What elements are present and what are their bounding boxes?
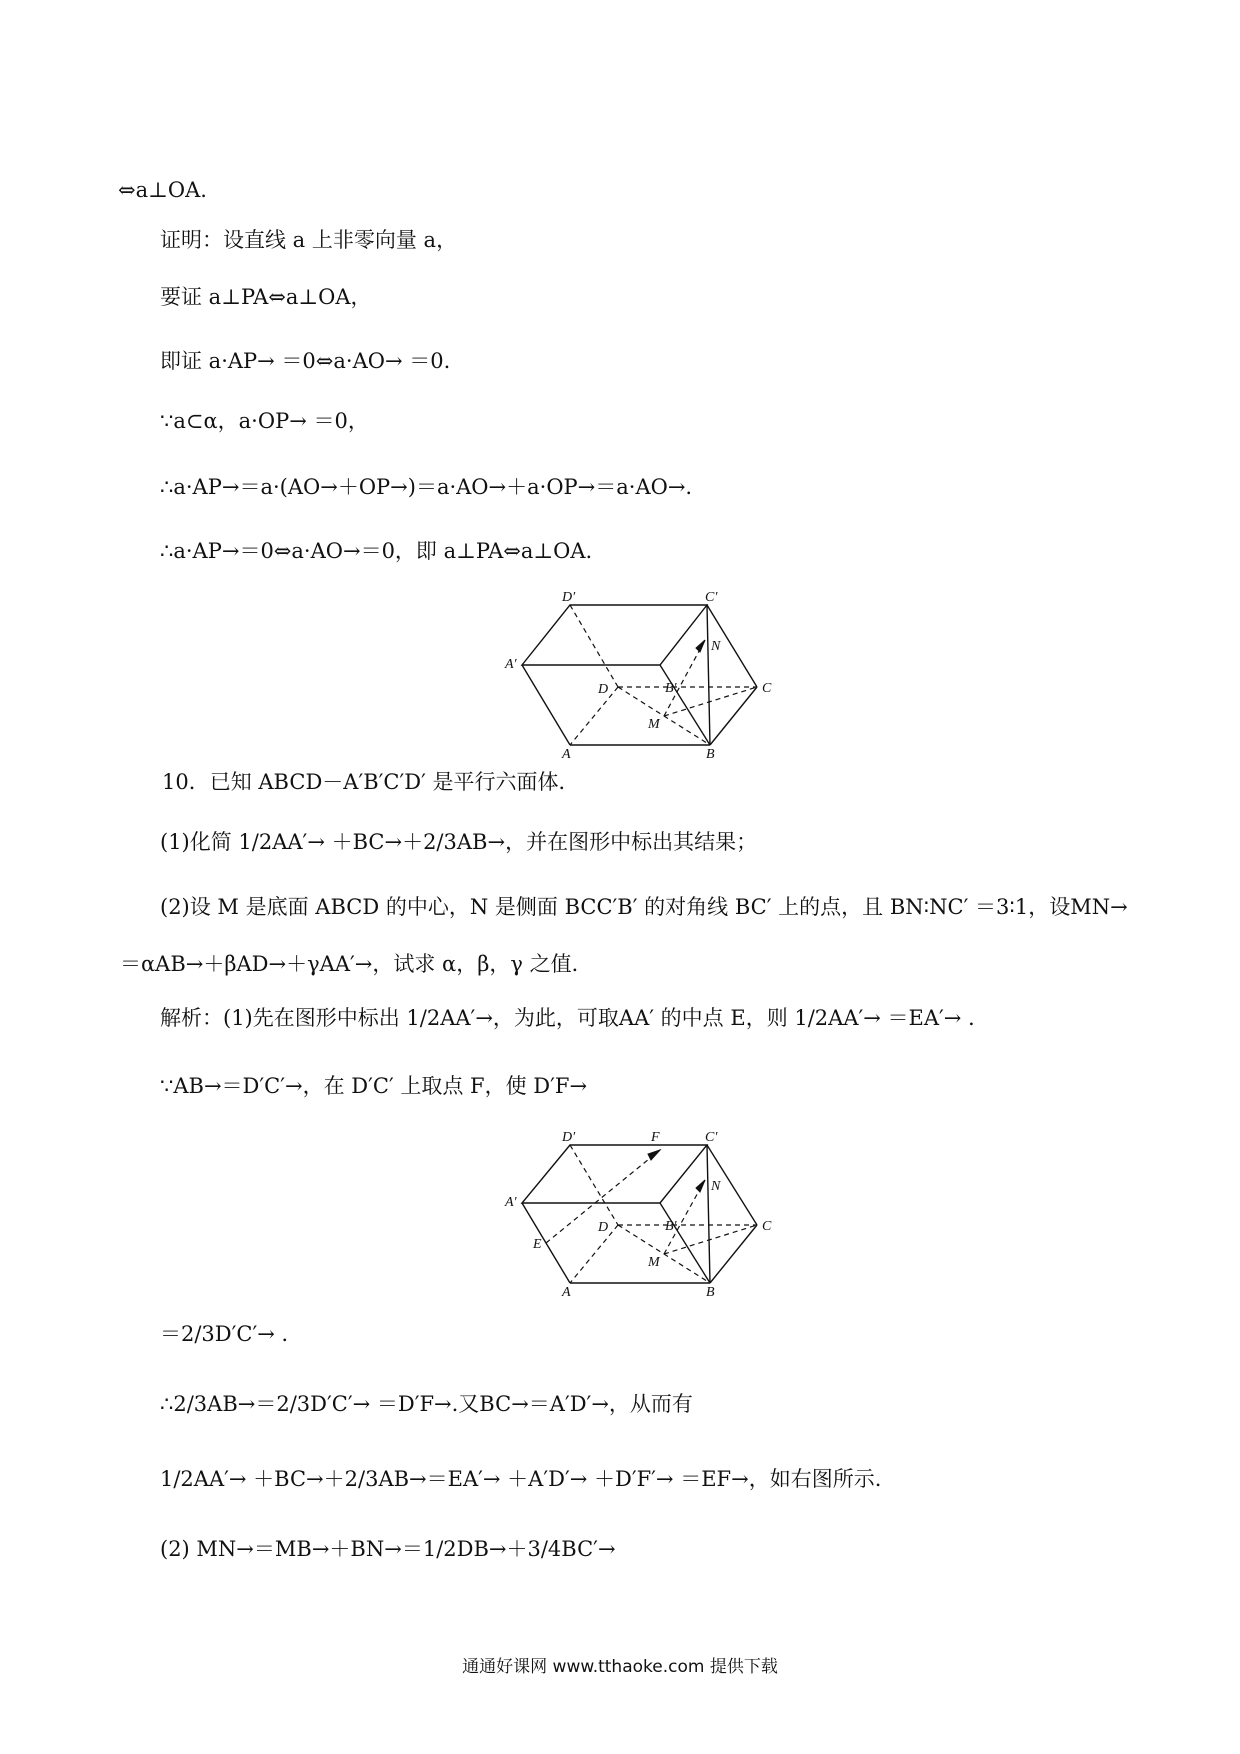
label-a-prime-2: A′	[505, 1195, 517, 1210]
label-b-prime-2: B′	[665, 1219, 677, 1234]
label-m: M	[648, 717, 660, 732]
label-d: D	[598, 682, 609, 697]
label-c: C	[762, 681, 772, 696]
text-line-1: ⇔a⊥OA.	[118, 178, 207, 202]
label-n: N	[711, 639, 721, 654]
label-a-2: A	[562, 1285, 571, 1300]
text-line-16: 1/2AA′→ ＋BC→＋2/3AB→＝EA′→ ＋A′D′→ ＋D′F′→ ＝EF→，如右图所示.	[160, 1467, 882, 1491]
parallelepiped-figure-1	[500, 585, 790, 760]
label-m-2: M	[648, 1255, 660, 1270]
text-line-9: (1)化简 1/2AA′→ ＋BC→＋2/3AB→，并在图形中标出其结果；	[160, 830, 758, 854]
label-d-2: D	[598, 1220, 609, 1235]
text-line-11: ＝αAB→＋βAD→＋γAA′→，试求 α，β，γ 之值．	[120, 952, 593, 976]
page-footer: 通通好课网 www.tthaoke.com 提供下载	[462, 1657, 778, 1677]
label-a-prime: A′	[505, 657, 517, 672]
label-d-prime: D′	[562, 590, 576, 605]
text-line-2: 证明：设直线 a 上非零向量 a，	[160, 228, 458, 252]
label-c-2: C	[762, 1219, 772, 1234]
label-d-prime-2: D′	[562, 1130, 576, 1145]
label-b-2: B	[706, 1285, 715, 1300]
label-b-prime: B′	[665, 681, 677, 696]
text-line-3: 要证 a⊥PA⇔a⊥OA，	[160, 285, 372, 309]
text-line-15: ∴2/3AB→＝2/3D′C′→ ＝D′F→.又BC→＝A′D′→，从而有	[160, 1392, 693, 1416]
label-n-2: N	[711, 1179, 721, 1194]
text-line-14: ＝2/3D′C′→ ．	[160, 1322, 303, 1346]
label-b: B	[706, 747, 715, 760]
parallelepiped-figure-2	[500, 1125, 790, 1300]
label-c-prime: C′	[705, 590, 718, 605]
label-a: A	[562, 747, 571, 760]
text-line-4: 即证 a·AP→ ＝0⇔a·AO→ ＝0.	[160, 349, 451, 373]
text-line-7: ∴a·AP→＝0⇔a·AO→＝0，即 a⊥PA⇔a⊥OA.	[160, 539, 593, 563]
text-line-17: (2) MN→＝MB→＋BN→＝1/2DB→＋3/4BC′→	[160, 1537, 616, 1561]
text-line-6: ∴a·AP→＝a·(AO→＋OP→)＝a·AO→＋a·OP→＝a·AO→.	[160, 475, 693, 499]
label-c-prime-2: C′	[705, 1130, 718, 1145]
label-f: F	[651, 1130, 660, 1145]
text-line-13: ∵AB→＝D′C′→，在 D′C′ 上取点 F，使 D′F→	[160, 1074, 588, 1098]
text-line-12: 解析：(1)先在图形中标出 1/2AA′→，为此，可取AA′ 的中点 E，则 1/2AA′→ ＝EA′→ ．	[160, 1006, 990, 1030]
text-line-10: (2)设 M 是底面 ABCD 的中心，N 是侧面 BCC′B′ 的对角线 BC′ 上的点，且 BN∶NC′ ＝3∶1，设MN→	[160, 895, 1128, 919]
label-e: E	[533, 1237, 542, 1252]
text-line-8: 10．已知 ABCD－A′B′C′D′ 是平行六面体．	[162, 770, 580, 794]
text-line-5: ∵a⊂α，a·OP→ ＝0，	[160, 409, 369, 433]
